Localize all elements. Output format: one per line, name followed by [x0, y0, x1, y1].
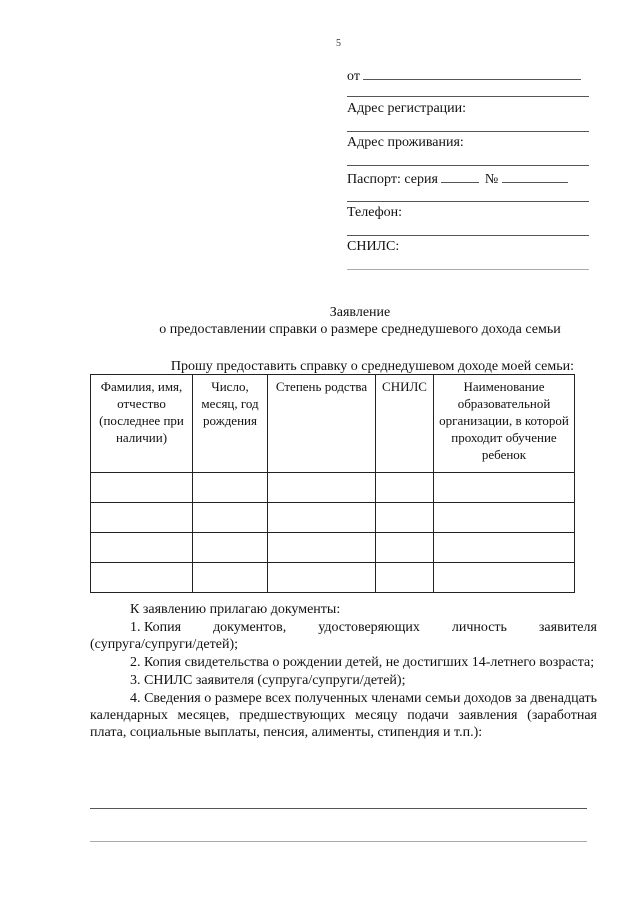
attachment-item-3: 3. СНИЛС заявителя (супруга/супруги/детей);: [130, 673, 406, 688]
table-cell[interactable]: [434, 503, 575, 533]
attachment-item-4: 4. Сведения о размере всех полученных членами семьи доходов за двенадцать календарных месяцев, предшествующих месяцу подачи заявления (заработная плата, социальные выплаты, пенсия, алименты, стипендия и т.п.):: [90, 691, 597, 740]
table-header-row: [91, 375, 575, 473]
column-header-relation: Степень родства: [268, 375, 376, 473]
table-row: [91, 503, 575, 533]
from-blank[interactable]: [363, 66, 581, 80]
table-cell[interactable]: [434, 563, 575, 593]
passport-label: Паспорт: серия: [347, 172, 438, 187]
table-cell[interactable]: [193, 563, 268, 593]
column-header-birthdate: Число, месяц, год рождения: [193, 375, 268, 473]
attachment-1-word: личность: [451, 620, 507, 635]
table-cell[interactable]: [434, 533, 575, 563]
table-cell[interactable]: [376, 563, 434, 593]
attachment-1-word: 1. Копия: [130, 620, 182, 635]
table-cell[interactable]: [91, 533, 193, 563]
live-address-label: Адрес проживания:: [347, 135, 464, 150]
passport-field: [347, 169, 589, 188]
attachment-item-1: [90, 619, 597, 636]
income-line-1[interactable]: [90, 808, 587, 809]
attachment-1-word: заявителя: [538, 620, 597, 635]
phone-label: Телефон:: [347, 205, 403, 220]
table-cell[interactable]: [193, 473, 268, 503]
table-row: [91, 563, 575, 593]
table-cell[interactable]: [193, 533, 268, 563]
table-cell[interactable]: [91, 473, 193, 503]
attachment-1-word: удостоверяющих: [318, 620, 420, 635]
table-row: [91, 473, 575, 503]
phone-line[interactable]: [347, 235, 589, 236]
attachment-item-1-continued: (супруга/супруги/детей);: [90, 637, 239, 652]
table-cell[interactable]: [434, 473, 575, 503]
passport-number-sign: №: [484, 172, 499, 187]
from-field[interactable]: [347, 66, 589, 85]
snils-line[interactable]: [347, 269, 589, 270]
table-cell[interactable]: [376, 533, 434, 563]
table-row: [91, 533, 575, 563]
document-subtitle: о предоставлении справки о размере среднедушевого дохода семьи: [159, 322, 561, 337]
from-label: от: [347, 69, 360, 84]
page-number: 5: [336, 38, 341, 49]
family-table: [90, 374, 575, 593]
table-cell[interactable]: [91, 563, 193, 593]
table-cell[interactable]: [268, 533, 376, 563]
table-cell[interactable]: [268, 473, 376, 503]
snils-label: СНИЛС:: [347, 239, 400, 254]
from-extra-line[interactable]: [347, 96, 589, 97]
live-address-line[interactable]: [347, 165, 589, 166]
table-cell[interactable]: [376, 473, 434, 503]
table-cell[interactable]: [91, 503, 193, 533]
attachments-section: [90, 601, 597, 742]
attachment-item-2: 2. Копия свидетельства о рождении детей, не достигших 14-летнего возраста;: [130, 655, 595, 670]
table-cell[interactable]: [193, 503, 268, 533]
column-header-name: Фамилия, имя, отчество (последнее при наличии): [91, 375, 193, 473]
table-cell[interactable]: [268, 503, 376, 533]
reg-address-label: Адрес регистрации:: [347, 101, 467, 116]
column-header-school: Наименование образовательной организации, в которой проходит обучение ребенок: [434, 375, 575, 473]
passport-series-blank[interactable]: [441, 169, 479, 183]
passport-number-blank[interactable]: [502, 169, 568, 183]
attachment-1-word: документов,: [213, 620, 287, 635]
passport-extra-line[interactable]: [347, 201, 589, 202]
table-cell[interactable]: [268, 563, 376, 593]
table-cell[interactable]: [376, 503, 434, 533]
request-text: Прошу предоставить справку о среднедушевом доходе моей семьи:: [170, 359, 574, 374]
document-title: Заявление: [329, 305, 391, 320]
column-header-snils: СНИЛС: [376, 375, 434, 473]
attachments-intro: К заявлению прилагаю документы:: [130, 602, 341, 617]
reg-address-line[interactable]: [347, 131, 589, 132]
income-line-2[interactable]: [90, 841, 587, 842]
